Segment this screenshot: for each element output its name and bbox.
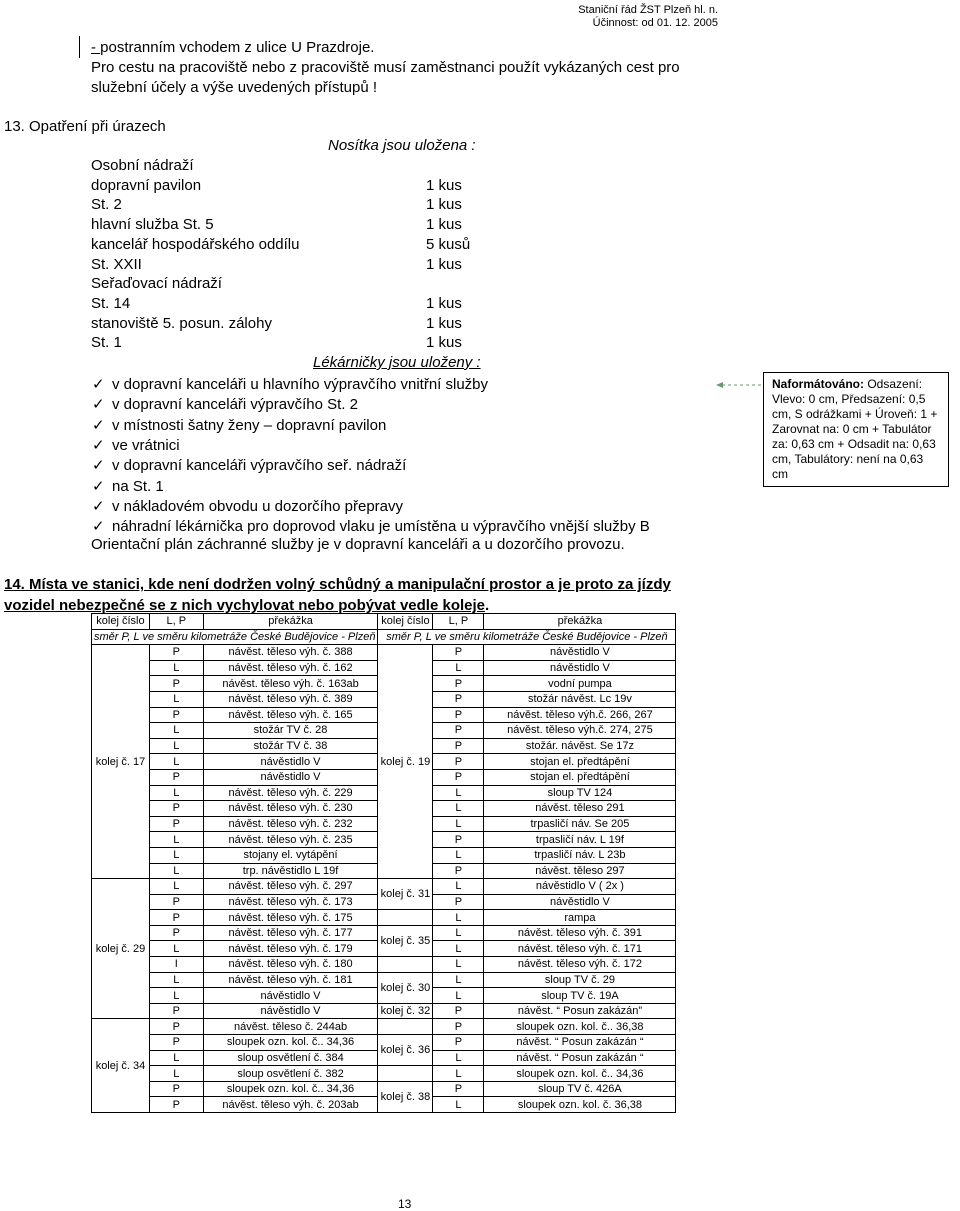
side-cell: P [149,910,203,926]
obstacle-cell: sloup osvětlení č. 382 [203,1066,378,1082]
first-aid-item [92,416,386,435]
table-row [92,645,676,661]
obstacle-cell: trpasličí náv. L 23b [484,847,676,863]
side-cell: L [149,972,203,988]
obstacle-cell: návěst. těleso výh. č. 388 [203,645,378,661]
side-cell: P [433,707,484,723]
stretcher-quantity: 1 kus [426,255,462,273]
side-cell: P [149,816,203,832]
side-cell: L [149,941,203,957]
obstacle-cell: návěst. těleso výh. č. 162 [203,660,378,676]
side-cell: P [149,801,203,817]
obstacle-cell: sloup osvětlení č. 384 [203,1050,378,1066]
side-cell: P [149,1019,203,1035]
first-aid-item [92,395,358,414]
checkmark-icon: ✓ [92,497,105,515]
side-cell: L [433,816,484,832]
first-aid-heading: Lékárničky jsou uloženy : [313,354,481,371]
side-cell: L [149,660,203,676]
obstacle-cell: stožár návěst. Lc 19v [484,691,676,707]
obstacle-cell: návěst. “ Posun zakázán” [484,1003,676,1019]
comment-connector-arrow [716,381,764,389]
first-aid-location: v dopravní kanceláři výpravčího seř. nádraží [112,457,407,475]
obstacle-cell: sloupek ozn. kol. č.. 34,36 [203,1035,378,1051]
side-cell: L [433,660,484,676]
obstacle-cell: stojany el. vytápění [203,847,378,863]
change-bar [79,36,80,58]
stretchers-heading: Nosítka jsou uložena : [328,137,476,154]
side-cell: P [149,1081,203,1097]
obstacle-cell: návěst. těleso výh. č. 175 [203,910,378,926]
obstacle-cell: návěst. těleso výh. č. 391 [484,925,676,941]
stretcher-location: St. 2 [91,196,122,214]
obstacle-cell: návěstidlo V [203,769,378,785]
table-row [92,925,676,941]
first-aid-location: v nákladovém obvodu u dozorčího přepravy [112,497,404,515]
track-number-cell: kolej č. 31 [378,879,433,910]
stretcher-location: Osobní nádraží [91,157,194,174]
first-aid-location: v místnosti šatny ženy – dopravní pavilon [112,416,387,434]
table-row [92,1035,676,1051]
obstacle-cell: návěst. těleso výh. č. 297 [203,879,378,895]
side-cell: L [149,832,203,848]
stretcher-location: St. 14 [91,294,131,312]
stretcher-location: stanoviště 5. posun. zálohy [91,314,272,332]
stretcher-location: dopravní pavilon [91,176,202,194]
side-cell: P [433,1003,484,1019]
intro-line1: postranním vchodem z ulice U Prazdroje. [100,39,375,56]
stretcher-quantity: 1 kus [426,196,462,214]
first-aid-location: v dopravní kanceláři výpravčího St. 2 [112,396,358,414]
obstacle-cell: stožár. návěst. Se 17z [484,738,676,754]
side-cell: L [433,879,484,895]
obstacle-cell: návěst. těleso výh. č. 171 [484,941,676,957]
direction-note: směr P, L ve směru kilometráže České Budějovice - Plzeň [378,629,676,645]
obstacle-cell: návěst. těleso výh.č. 266, 267 [484,707,676,723]
obstacle-cell: trp. návěstidlo L 19f [203,863,378,879]
stretcher-quantity: 1 kus [426,294,462,312]
intro-line2: Pro cestu na pracoviště nebo z pracoviště musí zaměstnanci použít vykázaných cest pro služební účely a výše uvedených přístupů ! [91,59,680,96]
side-cell: L [433,847,484,863]
side-cell: I [149,957,203,973]
side-cell: P [149,769,203,785]
obstacle-cell: návěst. těleso výh. č. 165 [203,707,378,723]
obstacle-cell: návěstidlo V ( 2x ) [484,879,676,895]
checkmark-icon: ✓ [92,477,105,495]
side-cell: P [149,676,203,692]
side-cell: L [433,785,484,801]
side-cell: L [149,754,203,770]
stretcher-quantity: 1 kus [426,334,462,352]
side-cell: P [433,894,484,910]
obstacle-cell: stožár TV č. 38 [203,738,378,754]
obstacle-cell: sloupek ozn. kol. č.. 34,36 [484,1066,676,1082]
table-row [92,957,676,973]
track-number-cell: kolej č. 32 [378,1003,433,1019]
track-number-cell: kolej č. 29 [92,879,150,1019]
first-aid-location: na St. 1 [112,477,164,495]
obstacle-cell: sloupek ozn. kol. č. 36,38 [484,1097,676,1113]
obstacle-cell: trpasličí náv. L 19f [484,832,676,848]
obstacle-cell: sloup TV č. 29 [484,972,676,988]
obstacle-cell: sloupek ozn. kol. č.. 34,36 [203,1081,378,1097]
column-header: překážka [484,614,676,630]
table-row [92,879,676,895]
obstacle-cell: návěst. těleso 291 [484,801,676,817]
table-row [92,910,676,926]
side-cell: P [433,769,484,785]
first-aid-item [92,477,164,496]
track-number-cell: kolej č. 30 [378,972,433,1003]
table-row [92,1003,676,1019]
obstacle-cell: návěst. těleso 297 [484,863,676,879]
side-cell: P [433,645,484,661]
checkmark-icon: ✓ [92,416,105,434]
obstacle-cell: návěst. těleso výh. č. 389 [203,691,378,707]
column-header: kolej číslo [92,614,150,630]
stretcher-quantity: 1 kus [426,176,462,194]
obstacle-cell: návěst. těleso výh. č. 173 [203,894,378,910]
format-comment-balloon[interactable] [763,372,949,487]
stretcher-location: St. 1 [91,334,122,352]
side-cell: L [433,910,484,926]
side-cell: L [433,988,484,1004]
table-row [92,972,676,988]
track-number-cell: kolej č. 19 [378,645,433,879]
obstacle-cell: návěst. těleso výh. č. 230 [203,801,378,817]
obstacle-cell: návěst. těleso výh. č. 232 [203,816,378,832]
side-cell: P [433,1019,484,1035]
obstacle-cell: návěst. těleso výh. č. 181 [203,972,378,988]
comment-label: Naformátováno: [772,377,865,391]
obstacle-cell: rampa [484,910,676,926]
side-cell: P [433,738,484,754]
table-row [92,1081,676,1097]
obstacle-cell: návěst. těleso č. 244ab [203,1019,378,1035]
side-cell: L [149,988,203,1004]
header-effective-date: Účinnost: od 01. 12. 2005 [592,17,718,29]
checkmark-icon: ✓ [92,457,105,475]
checkmark-icon: ✓ [92,376,105,393]
side-cell: P [433,863,484,879]
side-cell: P [433,1035,484,1051]
column-header: L, P [433,614,484,630]
side-cell: P [149,1003,203,1019]
side-cell: P [433,832,484,848]
first-aid-item [92,436,180,455]
side-cell: L [433,925,484,941]
obstacle-cell: návěstidlo V [484,660,676,676]
side-cell: L [433,1050,484,1066]
checkmark-icon: ✓ [92,396,105,414]
checkmark-icon: ✓ [92,436,105,454]
obstacle-cell: návěstidlo V [203,754,378,770]
first-aid-item [92,375,488,394]
orientation-note: Orientační plán záchranné služby je v dopravní kanceláři a u dozorčího provozu. [91,536,625,553]
column-header: L, P [149,614,203,630]
obstacle-cell: stojan el. předtápění [484,754,676,770]
side-cell: L [433,801,484,817]
obstacle-cell: návěstidlo V [484,894,676,910]
stretcher-location: St. XXII [91,255,142,273]
obstacle-cell: sloup TV č. 426A [484,1081,676,1097]
obstacle-cell: návěst. “ Posun zakázán “ [484,1050,676,1066]
table-row [92,1066,676,1082]
side-cell: P [149,1035,203,1051]
stretcher-quantity: 5 kusů [426,235,471,253]
side-cell: P [433,676,484,692]
side-cell: P [433,1081,484,1097]
page-number: 13 [398,1197,412,1211]
intro-dash: - [91,39,101,56]
first-aid-item [92,456,406,475]
obstacle-cell: návěst. těleso výh. č. 179 [203,941,378,957]
table-row [92,1019,676,1035]
obstacle-cell: stožár TV č. 28 [203,723,378,739]
first-aid-location: náhradní lékárnička pro doprovod vlaku je umístěna u výpravčího vnější služby B [112,518,650,536]
obstacle-cell: sloup TV č. 19A [484,988,676,1004]
obstacle-cell: návěst. těleso výh. č. 172 [484,957,676,973]
stretcher-quantity: 1 kus [426,216,462,234]
side-cell: L [433,1066,484,1082]
side-cell: L [149,847,203,863]
track-number-cell: kolej č. 35 [378,925,433,956]
obstacle-cell: vodní pumpa [484,676,676,692]
track-number-cell: kolej č. 38 [378,1081,433,1112]
header-title: Staniční řád ŽST Plzeň hl. n. [578,4,718,16]
direction-row [92,629,676,645]
track-number-cell: kolej č. 34 [92,1019,150,1113]
obstacle-cell: trpasličí náv. Se 205 [484,816,676,832]
side-cell: L [433,957,484,973]
track-number-cell [378,957,433,973]
intro-paragraph [91,38,731,98]
section-14-text: 14. Místa ve stanici, kde není dodržen volný schůdný a manipulační prostor a je proto za jízdy vozidel nebezpečné se z nich vychylovat nebo pobývat vedle koleje [4,576,671,614]
side-cell: P [433,754,484,770]
obstacle-cell: stojan el. předtápění [484,769,676,785]
document-header [578,4,718,30]
section-14-title [4,574,720,616]
obstacle-table [91,613,676,1113]
side-cell: L [149,691,203,707]
obstacle-cell: návěstidlo V [203,1003,378,1019]
side-cell: L [433,1097,484,1113]
obstacle-cell: návěst. těleso výh. č. 235 [203,832,378,848]
checkmark-icon: ✓ [92,518,105,536]
side-cell: L [149,879,203,895]
side-cell: L [149,723,203,739]
side-cell: L [149,738,203,754]
side-cell: L [149,1066,203,1082]
side-cell: L [149,785,203,801]
side-cell: P [149,645,203,661]
track-number-cell [378,1066,433,1082]
side-cell: P [149,894,203,910]
obstacle-cell: návěstidlo V [484,645,676,661]
obstacle-cell: návěst. těleso výh. č. 229 [203,785,378,801]
first-aid-item [92,497,403,516]
side-cell: P [149,1097,203,1113]
track-number-cell: kolej č. 36 [378,1035,433,1066]
side-cell: P [433,691,484,707]
first-aid-item [92,517,650,536]
side-cell: L [149,1050,203,1066]
side-cell: P [149,925,203,941]
section-14-period: . [485,597,490,614]
side-cell: P [149,707,203,723]
comment-text: Odsazení: Vlevo: 0 cm, Předsazení: 0,5 cm, S odrážkami + Úroveň: 1 + Zarovnat na: 0 cm + Tabulátor za: 0,63 cm + Odsadit na: 0,63 cm, Tabulátory: není na 0,63 cm [772,377,938,481]
obstacle-cell: návěstidlo V [203,988,378,1004]
obstacle-cell: návěst. těleso výh. č. 203ab [203,1097,378,1113]
obstacle-cell: návěst. těleso výh.č. 274, 275 [484,723,676,739]
stretcher-location: Seřaďovací nádraží [91,275,222,293]
obstacle-cell: sloup TV 124 [484,785,676,801]
obstacle-cell: sloupek ozn. kol. č.. 36,38 [484,1019,676,1035]
stretcher-location: kancelář hospodářského oddílu [91,235,300,253]
obstacle-cell: návěst. těleso výh. č. 163ab [203,676,378,692]
column-header: překážka [203,614,378,630]
column-header: kolej číslo [378,614,433,630]
track-number-cell [378,910,433,926]
track-number-cell: kolej č. 17 [92,645,150,879]
direction-note: směr P, L ve směru kilometráže České Budějovice - Plzeň [92,629,378,645]
track-number-cell [378,1019,433,1035]
stretcher-location: hlavní služba St. 5 [91,216,214,234]
first-aid-location: v dopravní kanceláři u hlavního výpravčího vnitřní služby [112,376,489,393]
obstacle-cell: návěst. těleso výh. č. 180 [203,957,378,973]
obstacle-cell: návěst. těleso výh. č. 177 [203,925,378,941]
stretcher-quantity: 1 kus [426,314,462,332]
table-header-row [92,614,676,630]
first-aid-location: ve vrátnici [112,436,180,454]
section-13-title: 13. Opatření při úrazech [4,118,166,135]
side-cell: L [433,941,484,957]
side-cell: L [433,972,484,988]
obstacle-cell: návěst. “ Posun zakázán “ [484,1035,676,1051]
side-cell: P [433,723,484,739]
side-cell: L [149,863,203,879]
